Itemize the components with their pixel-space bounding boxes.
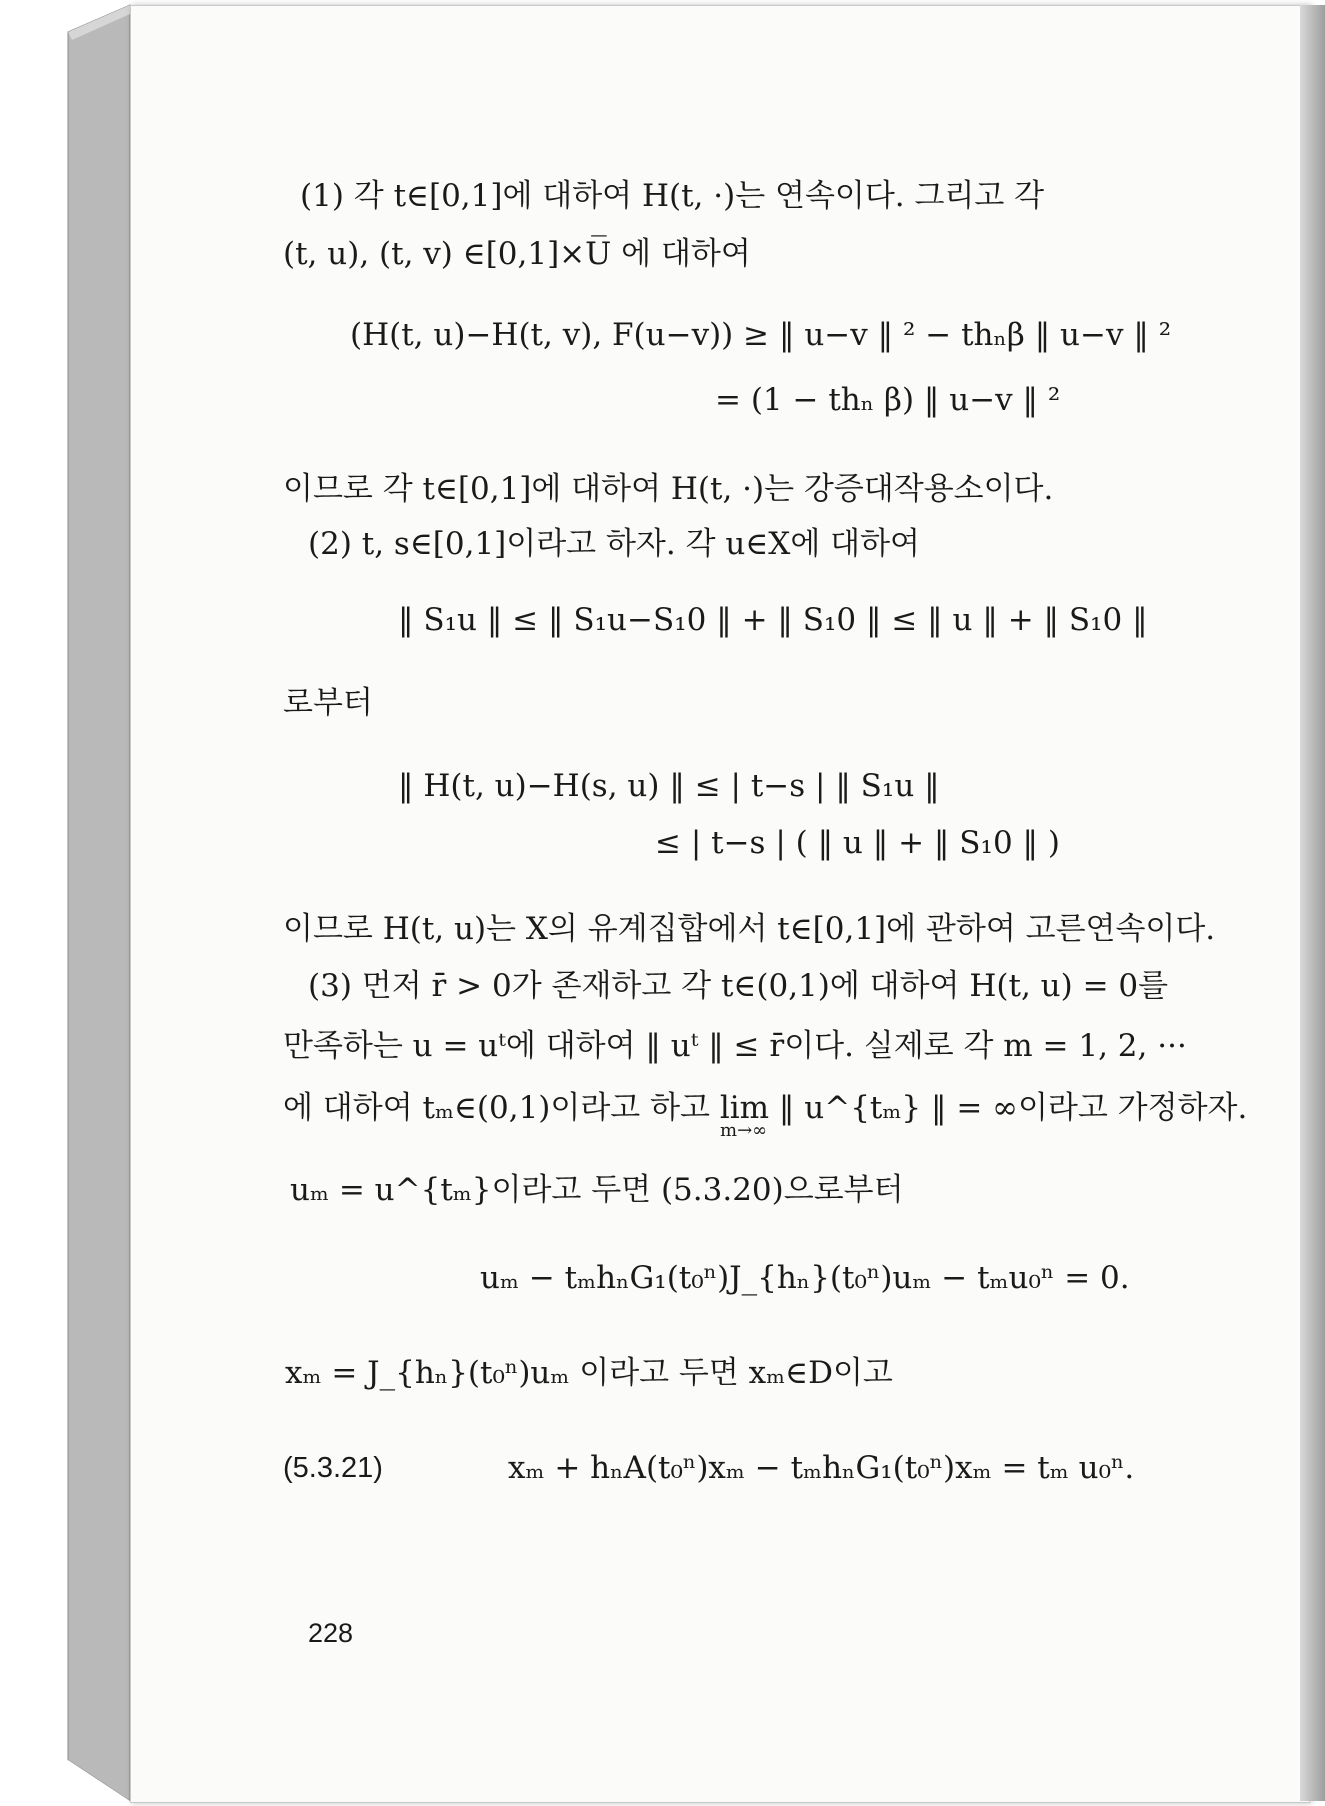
equation-line-1: (H(t, u)−H(t, v), F(u−v)) ≥ ‖ u−v ‖ ² − thₙβ ‖ u−v ‖ ²	[350, 317, 1172, 353]
lim-subscript: m→∞	[720, 1120, 768, 1141]
text-line-1: (1) 각 t∈[0,1]에 대하여 H(t, ·)는 연속이다. 그리고 각	[300, 178, 1045, 214]
page-edge-shadow	[1300, 5, 1325, 1801]
text-line-10: uₘ = u^{tₘ}이라고 두면 (5.3.20)으로부터	[290, 1172, 904, 1208]
text-line-6: 이므로 H(t, u)는 X의 유계집합에서 t∈[0,1]에 관하여 고른연속이다.	[283, 911, 1216, 947]
text-line-5: 로부터	[283, 685, 373, 721]
text-line-9: 에 대하여 tₘ∈(0,1)이라고 하고 lim ‖ u^{tₘ} ‖ = ∞이라고 가정하자.	[283, 1090, 1248, 1126]
equation-line-2: = (1 − thₙ β) ‖ u−v ‖ ²	[715, 382, 1061, 418]
equation-line-4: ‖ H(t, u)−H(s, u) ‖ ≤ | t−s | ‖ S₁u ‖	[398, 768, 940, 804]
text-line-8: 만족하는 u = uᵗ에 대하여 ‖ uᵗ ‖ ≤ r̄이다. 실제로 각 m = 1, 2, ···	[283, 1028, 1187, 1064]
text-line-11: xₘ = J_{hₙ}(t₀ⁿ)uₘ 이라고 두면 xₘ∈D이고	[285, 1355, 893, 1391]
text-line-3: 이므로 각 t∈[0,1]에 대하여 H(t, ·)는 강증대작용소이다.	[283, 471, 1054, 507]
equation-number: (5.3.21)	[283, 1452, 383, 1484]
page-paper	[130, 5, 1310, 1803]
equation-line-3: ‖ S₁u ‖ ≤ ‖ S₁u−S₁0 ‖ + ‖ S₁0 ‖ ≤ ‖ u ‖ + ‖ S₁0 ‖	[398, 602, 1148, 638]
text-line-4: (2) t, s∈[0,1]이라고 하자. 각 u∈X에 대하여	[308, 526, 920, 562]
equation-line-7: xₘ + hₙA(t₀ⁿ)xₘ − tₘhₙG₁(t₀ⁿ)xₘ = tₘ u₀ⁿ.	[508, 1450, 1135, 1486]
equation-line-6: uₘ − tₘhₙG₁(t₀ⁿ)J_{hₙ}(t₀ⁿ)uₘ − tₘu₀ⁿ = 0.	[480, 1260, 1130, 1296]
equation-line-5: ≤ | t−s | ( ‖ u ‖ + ‖ S₁0 ‖ )	[655, 825, 1060, 861]
page-number: 228	[308, 1618, 354, 1648]
text-line-7: (3) 먼저 r̄ > 0가 존재하고 각 t∈(0,1)에 대하여 H(t, u) = 0를	[308, 968, 1169, 1004]
text-line-2: (t, u), (t, v) ∈[0,1]×U̅ 에 대하여	[283, 236, 751, 272]
